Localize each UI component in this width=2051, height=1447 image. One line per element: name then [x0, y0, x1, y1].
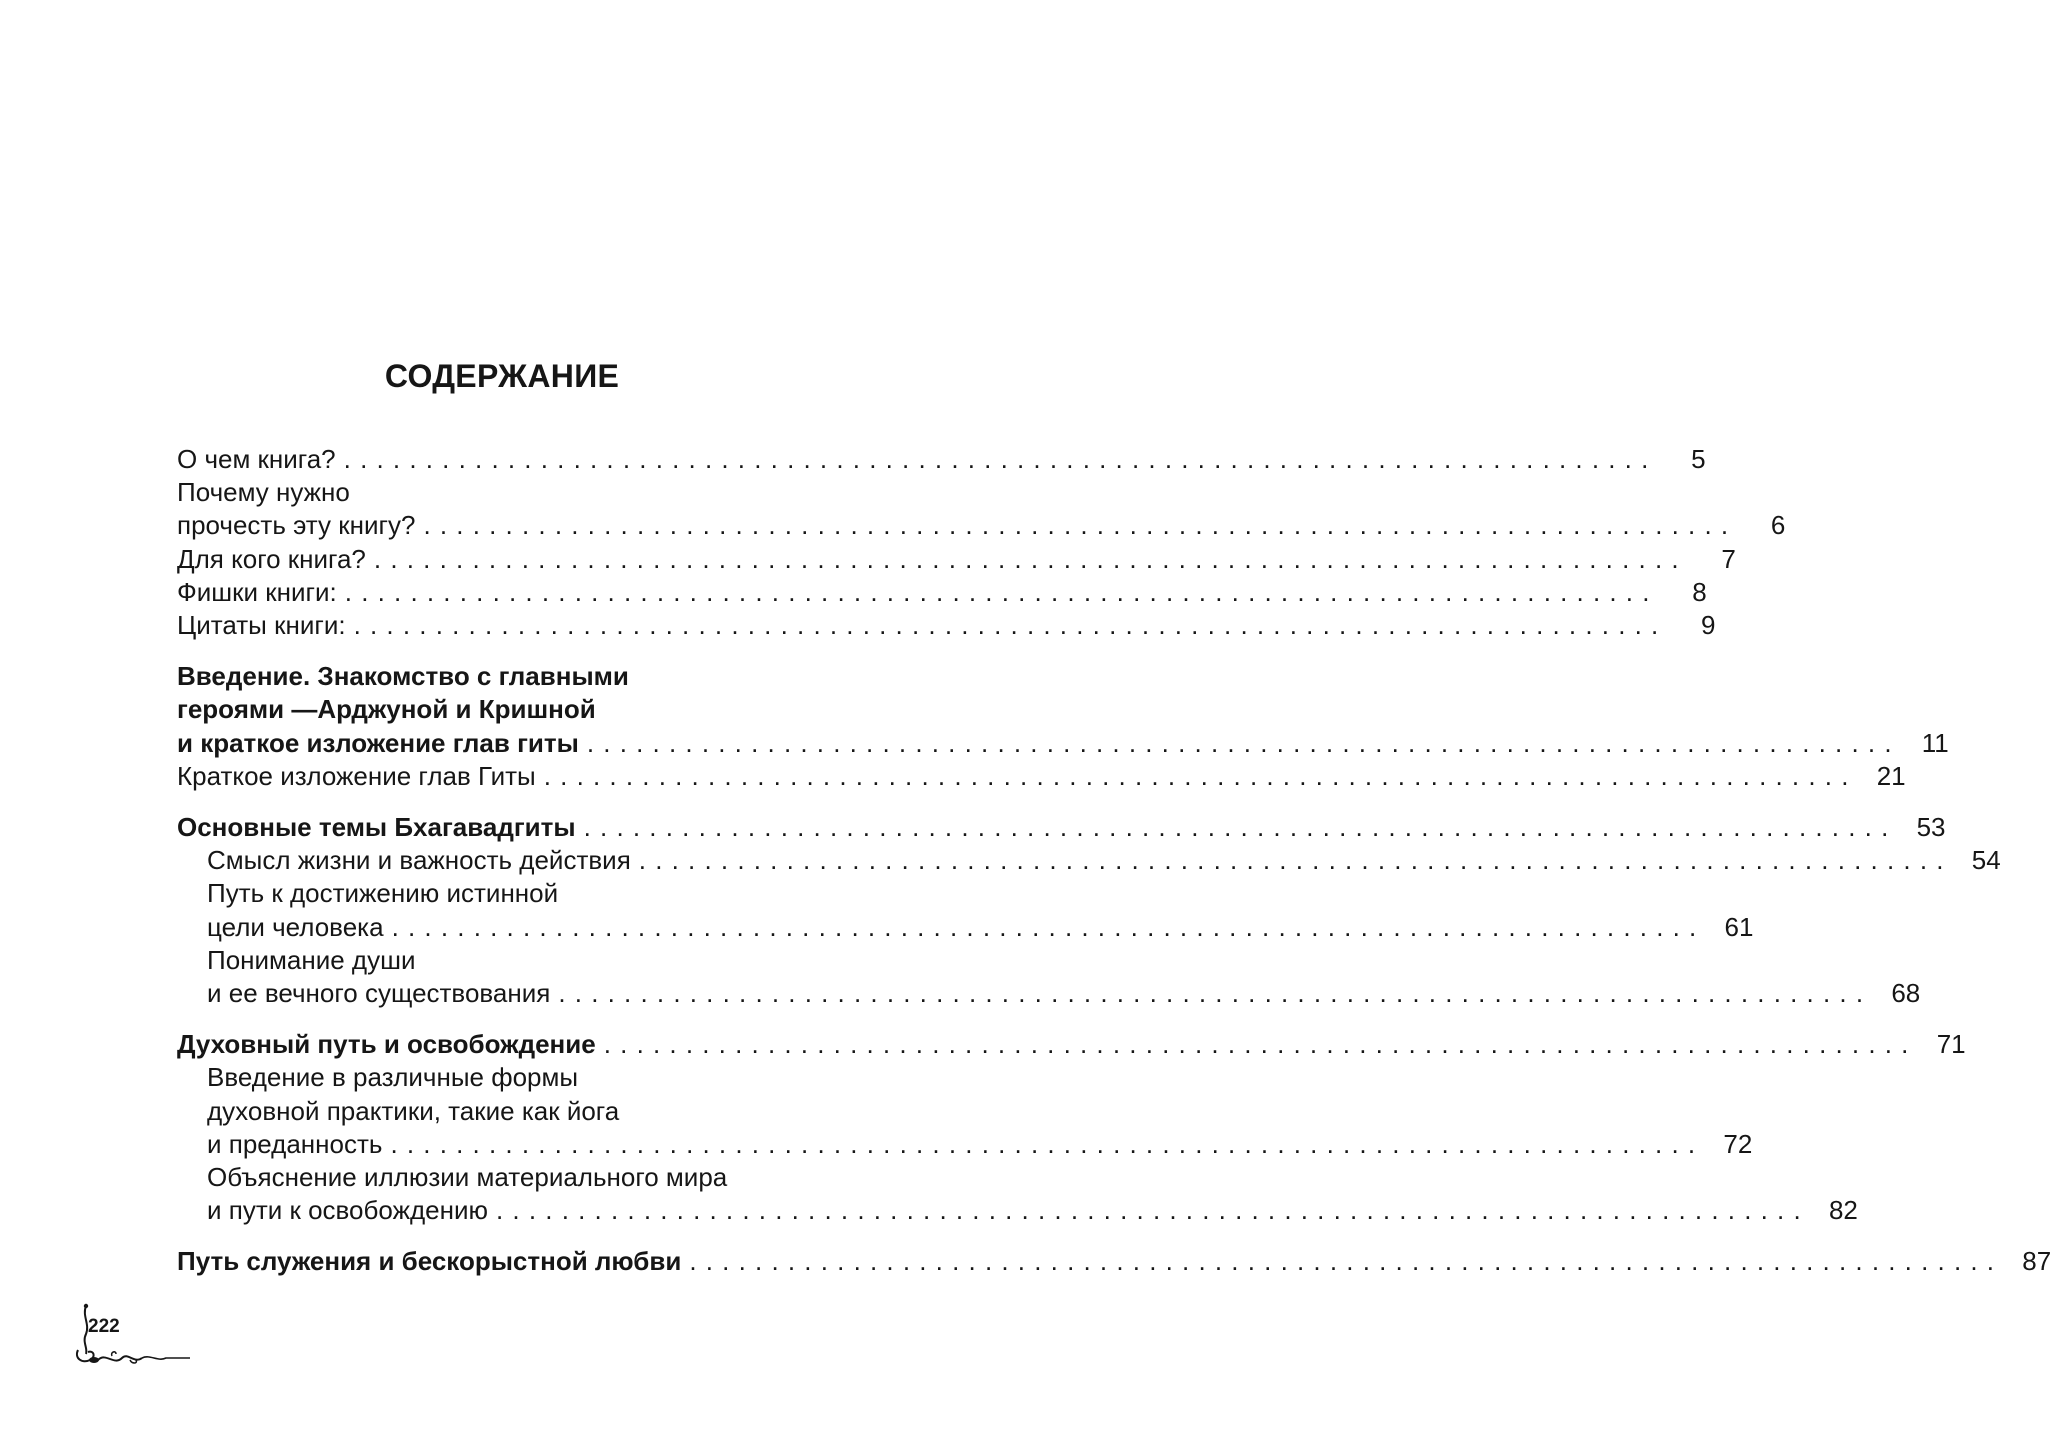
toc-entry-title: Путь к достижению истинной [207, 878, 559, 909]
page-title: СОДЕРЖАНИЕ [384, 358, 620, 394]
toc-page-number: 8 [1692, 576, 1707, 607]
page-number: 222 [88, 1316, 120, 1337]
toc-entry-title: Введение. Знакомство с главными [177, 661, 629, 692]
toc-entry[interactable] [177, 760, 1906, 793]
dot-leader: ................................................................................ [496, 1195, 1810, 1226]
toc-entry[interactable] [177, 844, 2001, 877]
toc-entry-title: прочесть эту книгу? [177, 510, 416, 541]
toc-entry[interactable] [177, 1161, 1858, 1227]
toc-entry-title: Цитаты книги: [177, 610, 346, 641]
toc-page-number: 5 [1691, 444, 1706, 474]
toc-entry[interactable] [177, 660, 1949, 760]
toc-entry-title: духовной практики, такие как йога [207, 1095, 620, 1126]
toc-page-number: 71 [1936, 1029, 1966, 1060]
toc-entry[interactable] [177, 944, 1921, 1010]
dot-leader: ................................................................................ [543, 760, 1858, 791]
dot-leader: ................................................................................ [343, 444, 1658, 474]
toc-entry[interactable] [177, 877, 1754, 943]
toc-entry-title: и преданность [207, 1128, 383, 1159]
table-of-contents [177, 443, 2051, 1279]
toc-page-number: 53 [1916, 812, 1946, 843]
toc-page-number: 82 [1828, 1195, 1858, 1226]
toc-page-number: 72 [1723, 1128, 1753, 1159]
toc-entry-title: Почему нужно [177, 477, 350, 508]
dot-leader: ................................................................................ [638, 845, 1953, 876]
toc-page-number: 54 [1971, 845, 2001, 876]
toc-entry-title: Краткое изложение глав Гиты [177, 760, 536, 791]
toc-entry[interactable] [177, 1245, 2051, 1278]
dot-leader: ................................................................................ [583, 812, 1898, 843]
toc-entry-title: Духовный путь и освобождение [177, 1029, 596, 1060]
toc-page-number: 61 [1724, 911, 1754, 942]
toc-page-number: 68 [1891, 978, 1921, 1009]
toc-entry-title: О чем книга? [177, 444, 336, 474]
toc-entry[interactable] [177, 443, 1706, 476]
toc-entry[interactable] [177, 476, 1786, 542]
dot-leader: ................................................................................ [353, 610, 1668, 641]
toc-entry[interactable] [177, 1061, 1753, 1161]
dot-leader: ................................................................................ [586, 727, 1901, 758]
dot-leader: ................................................................................ [390, 1128, 1705, 1159]
toc-page-number: 6 [1770, 510, 1786, 541]
toc-entry-title: Объяснение иллюзии материального мира [207, 1162, 728, 1193]
toc-entry-title: Для кого книга? [177, 543, 366, 574]
dot-leader: ................................................................................ [689, 1246, 2004, 1277]
toc-entry-title: цели человека [207, 911, 384, 942]
toc-entry-title: и пути к освобождению [207, 1195, 488, 1226]
toc-entry[interactable] [177, 811, 1946, 844]
toc-entry-title: Понимание души [207, 944, 416, 975]
toc-entry-title: и ее вечного существования [207, 978, 551, 1009]
toc-entry-title: Фишки книги: [177, 576, 337, 607]
dot-leader: ................................................................................ [423, 510, 1738, 541]
toc-entry-title: Введение в различные формы [207, 1062, 579, 1093]
toc-entry-title: и краткое изложение глав гиты [177, 727, 579, 758]
toc-entry-title: Смысл жизни и важность действия [207, 845, 631, 876]
toc-entry-title: Путь служения и бескорыстной любви [177, 1246, 682, 1277]
toc-entry[interactable] [177, 609, 1716, 642]
toc-page-number: 11 [1921, 727, 1949, 758]
toc-page-number: 21 [1876, 760, 1906, 791]
toc-page-number: 9 [1701, 610, 1716, 641]
dot-leader: ................................................................................ [344, 576, 1659, 607]
toc-entry[interactable] [177, 1028, 1966, 1061]
toc-entry[interactable] [177, 576, 1707, 609]
toc-entry-title: героями —Арджуной и Кришной [177, 694, 596, 725]
toc-page-number: 7 [1721, 543, 1736, 574]
toc-page-number: 87 [2022, 1246, 2051, 1277]
dot-leader: ................................................................................ [391, 911, 1706, 942]
toc-entry[interactable] [177, 543, 1736, 576]
toc-entry-title: Основные темы Бхагавадгиты [177, 812, 576, 843]
dot-leader: ................................................................................ [558, 978, 1873, 1009]
page-footer [72, 1302, 202, 1372]
dot-leader: ................................................................................ [603, 1029, 1918, 1060]
dot-leader: ................................................................................ [373, 543, 1688, 574]
